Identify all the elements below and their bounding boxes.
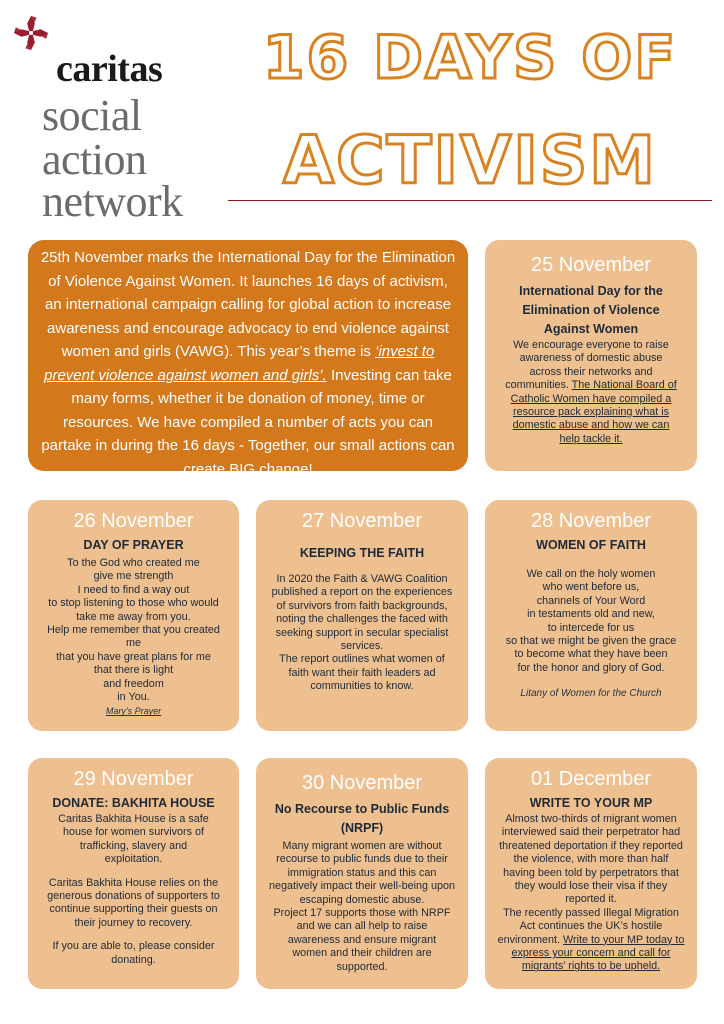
logo-brand: caritas [56,48,163,90]
card-body [497,907,685,974]
card-body: Almost two-thirds of migrant women interviewed said their perpetrator had threatened deportation if they reported the violence, with more than half having been told by perpetrators that they would lose their visa if they reported it. [499,813,683,906]
litany-caption: Litany of Women for the Church [520,688,662,700]
card-29-november [28,758,239,989]
card-date: 30 November [301,772,423,794]
intro-text: 25th November marks the International Day for the Elimination of Violence Against Women. It launches 16 days of activism, an international campaign calling for global action to increase awareness and encourage advocacy to end violence against women and girls (VAWG). This year’s theme is [40,249,456,360]
card-date: 27 November [301,510,423,532]
card-date: 25 November [530,254,652,276]
prayer-caption-link[interactable]: Mary's Prayer [105,706,162,717]
card-body: Many migrant women are without recourse to public funds due to their immigration status and this can negatively impact their well-being upon escaping domestic abuse. [268,840,456,906]
theme-link[interactable]: ‘invest to prevent violence against women and girls’. [44,343,435,384]
prayer-text: To the God who created me give me strength I need to find a way out to stop listening to those who would take me away from you. Help me remember that you created me that you have great plans for me that there is light and freedom in You. [47,557,220,704]
logo-line-social: social [42,91,142,140]
card-heading: WRITE TO YOUR MP [529,796,653,810]
title-divider [228,200,712,201]
card-date: 29 November [73,768,194,790]
card-25-november [485,240,697,471]
card-date: 26 November [73,510,194,532]
page-title-line2: ACTIVISM [283,122,657,199]
write-mp-link[interactable]: Write to your MP today to express your concern and call for migrants’ rights to be upheld. [511,933,685,973]
card-30-november [256,758,468,989]
intro-text-end: Investing can take many forms, whether it be donation of money, time or resources. We have compiled a number of acts you can partake in during the 16 days - Together, our small actions can create BIG change! [41,366,455,478]
report-link[interactable]: The report outlines what women of faith want their faith leaders ad communities to know. [279,653,445,693]
logo-line-network: network [42,177,183,226]
card-heading: WOMEN OF FAITH [536,538,646,552]
page-title-line1: 16 DAYS OF [262,23,678,93]
card-body: Caritas Bakhita House relies on the generous donations of supporters to continue supporting their guests on their journey to recovery. [47,876,220,929]
card-body: Caritas Bakhita House is a safe house for women survivors of trafficking, slavery and exploitation. [58,813,209,866]
card-body: In 2020 the Faith & VAWG Coalition published a report on the experiences of survivors from faith backgrounds, noting the challenges the faced with seeking support in secular specialist services. [271,573,453,653]
intro-panel [28,240,468,478]
logo-line-action: action [42,135,147,184]
card-28-november [485,500,697,731]
card-heading: No Recourse to Public Funds (NRPF) [274,802,450,835]
card-heading: DAY OF PRAYER [83,538,184,552]
card-heading: KEEPING THE FAITH [299,546,425,560]
card-heading: DONATE: BAKHITA HOUSE [52,796,215,810]
card-date: 28 November [530,510,652,532]
card-body [497,339,685,446]
cross-icon [12,14,50,52]
card-body-text: We encourage everyone to raise awareness of domestic abuse across their networks and communities. [505,339,669,392]
card-date: 01 December [530,768,652,790]
card-01-december [485,758,697,989]
card-heading: International Day for the Elimination of Violence Against Women [519,284,663,336]
card-body-text: The recently passed Illegal Migration Act continues the UK’s hostile environment. [497,906,679,946]
litany-link[interactable]: We call on the holy women who went before us, channels of Your Word in testaments old and new, to intercede for us so that we might be given the grace to become what they have been for the honor and glory of God. [505,568,677,674]
card-27-november [256,500,468,731]
donate-link[interactable]: If you are able to, please consider donating. [52,940,215,966]
project17-link[interactable]: Project 17 supports those with NRPF and we can all help to raise awareness and ensure migrant women and their children are supported. [273,907,451,973]
resource-pack-link[interactable]: The National Board of Catholic Women have compiled a resource pack explaining what is domestic abuse and how we can help tackle it. [510,379,677,445]
card-26-november [28,500,239,731]
